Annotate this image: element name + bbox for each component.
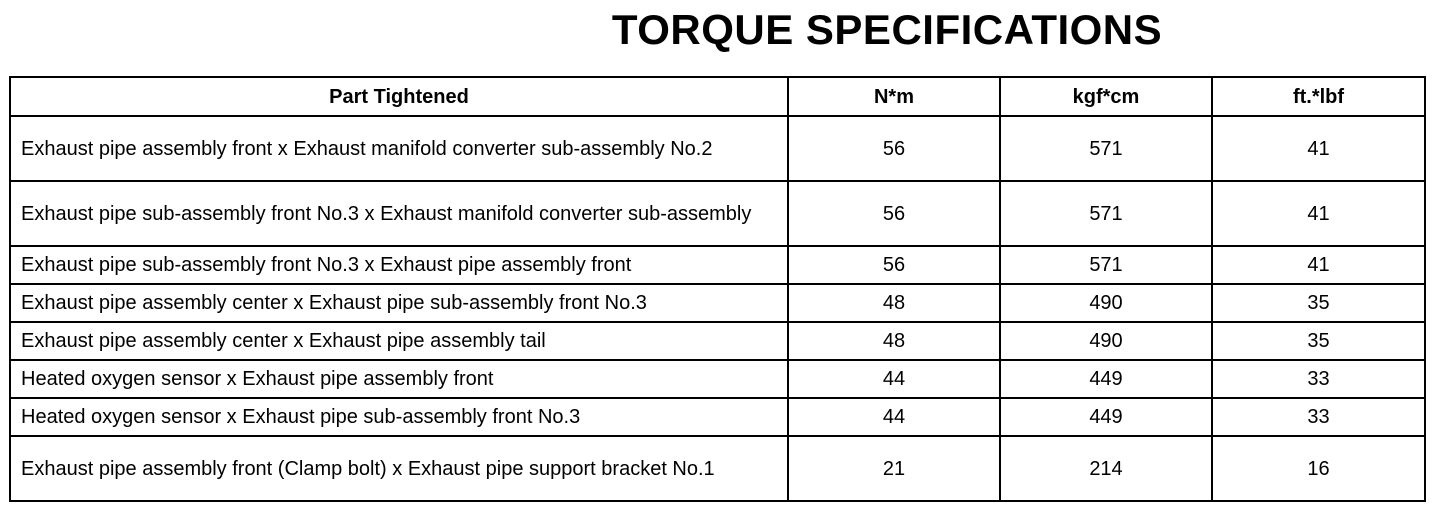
cell-part: Exhaust pipe assembly center x Exhaust pipe sub-assembly front No.3 bbox=[10, 284, 788, 322]
cell-nm: 21 bbox=[788, 436, 1000, 501]
header-nm: N*m bbox=[788, 77, 1000, 116]
cell-part: Heated oxygen sensor x Exhaust pipe sub-assembly front No.3 bbox=[10, 398, 788, 436]
cell-ftlbf: 41 bbox=[1212, 246, 1425, 284]
cell-nm: 48 bbox=[788, 322, 1000, 360]
table-row bbox=[10, 436, 1425, 501]
cell-ftlbf: 16 bbox=[1212, 436, 1425, 501]
cell-ftlbf: 41 bbox=[1212, 116, 1425, 181]
page-title: TORQUE SPECIFICATIONS bbox=[611, 6, 1163, 53]
cell-part: Heated oxygen sensor x Exhaust pipe assembly front bbox=[10, 360, 788, 398]
cell-ftlbf: 33 bbox=[1212, 360, 1425, 398]
cell-kgfcm: 490 bbox=[1000, 322, 1212, 360]
cell-kgfcm: 571 bbox=[1000, 246, 1212, 284]
cell-nm: 44 bbox=[788, 398, 1000, 436]
table-row bbox=[10, 284, 1425, 322]
cell-kgfcm: 449 bbox=[1000, 360, 1212, 398]
cell-part: Exhaust pipe assembly center x Exhaust pipe assembly tail bbox=[10, 322, 788, 360]
cell-kgfcm: 490 bbox=[1000, 284, 1212, 322]
header-kgfcm: kgf*cm bbox=[1000, 77, 1212, 116]
cell-part: Exhaust pipe assembly front x Exhaust manifold converter sub-assembly No.2 bbox=[10, 116, 788, 181]
cell-nm: 56 bbox=[788, 181, 1000, 246]
cell-nm: 56 bbox=[788, 116, 1000, 181]
cell-nm: 56 bbox=[788, 246, 1000, 284]
cell-nm: 44 bbox=[788, 360, 1000, 398]
table-row bbox=[10, 398, 1425, 436]
cell-part: Exhaust pipe assembly front (Clamp bolt) x Exhaust pipe support bracket No.1 bbox=[10, 436, 788, 501]
cell-kgfcm: 214 bbox=[1000, 436, 1212, 501]
table-row bbox=[10, 360, 1425, 398]
cell-kgfcm: 571 bbox=[1000, 116, 1212, 181]
table-row bbox=[10, 246, 1425, 284]
header-part-tightened: Part Tightened bbox=[10, 77, 788, 116]
cell-ftlbf: 35 bbox=[1212, 322, 1425, 360]
table-row bbox=[10, 116, 1425, 181]
cell-part: Exhaust pipe sub-assembly front No.3 x Exhaust pipe assembly front bbox=[10, 246, 788, 284]
cell-ftlbf: 41 bbox=[1212, 181, 1425, 246]
cell-kgfcm: 571 bbox=[1000, 181, 1212, 246]
cell-kgfcm: 449 bbox=[1000, 398, 1212, 436]
table-row bbox=[10, 322, 1425, 360]
torque-table bbox=[9, 76, 1426, 502]
cell-ftlbf: 33 bbox=[1212, 398, 1425, 436]
cell-part: Exhaust pipe sub-assembly front No.3 x Exhaust manifold converter sub-assembly bbox=[10, 181, 788, 246]
table-row bbox=[10, 181, 1425, 246]
cell-ftlbf: 35 bbox=[1212, 284, 1425, 322]
cell-nm: 48 bbox=[788, 284, 1000, 322]
table-header-row bbox=[10, 77, 1425, 116]
header-ftlbf: ft.*lbf bbox=[1212, 77, 1425, 116]
